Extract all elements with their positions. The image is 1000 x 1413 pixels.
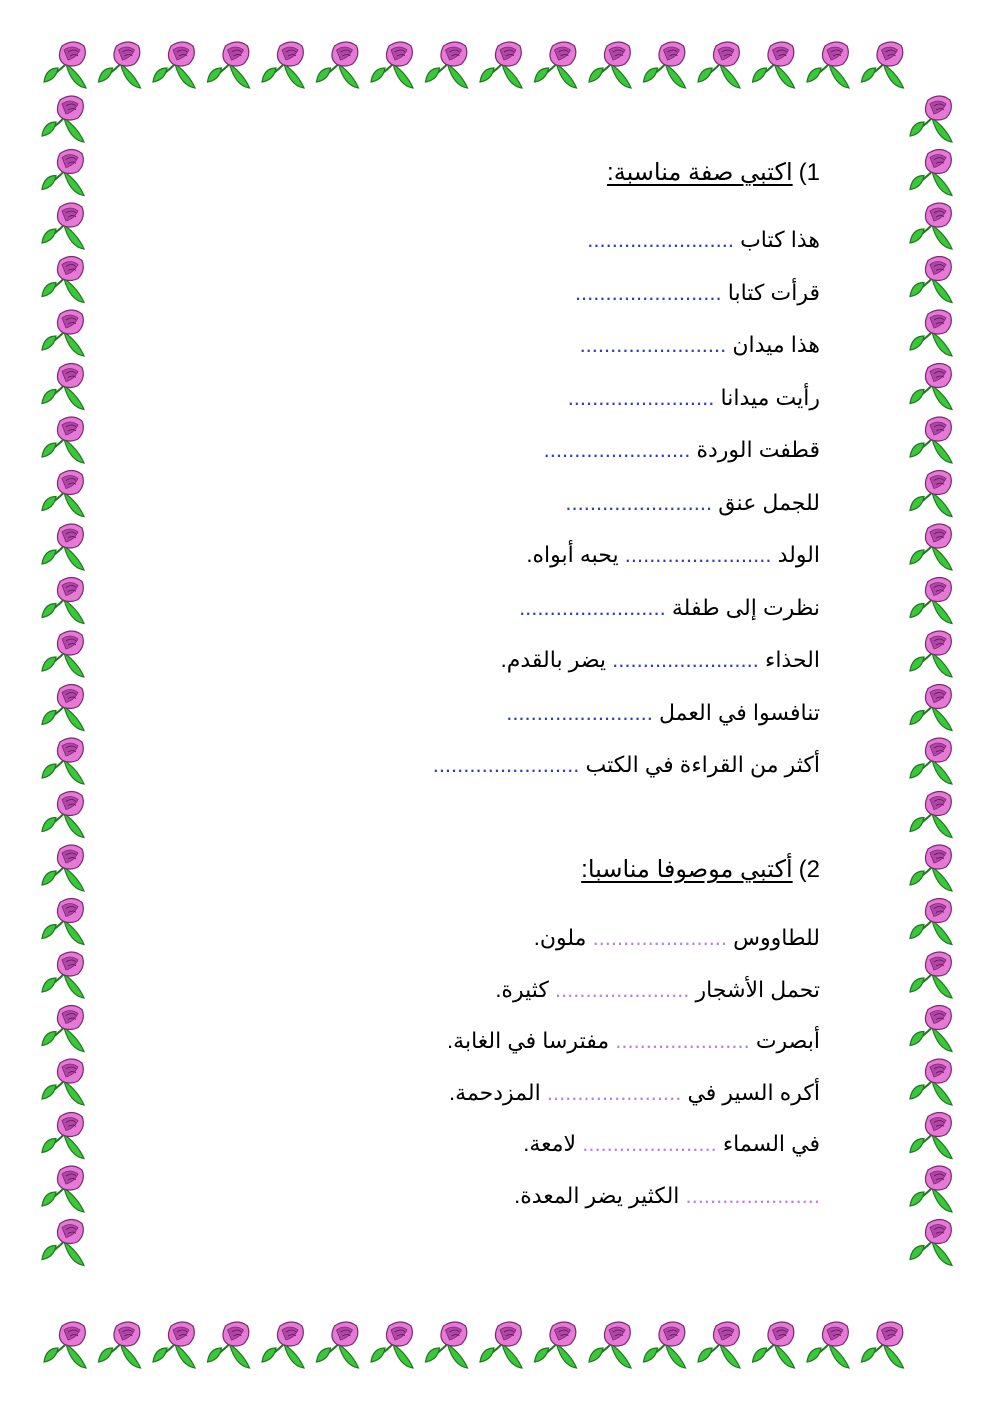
rose-flower-icon — [42, 203, 84, 249]
rose-flower-icon — [910, 578, 952, 624]
rose-flower-icon — [910, 310, 952, 356]
section1-line-5 — [544, 435, 820, 465]
rose-flower-icon — [42, 1006, 84, 1052]
section1-line-3 — [580, 330, 820, 360]
prompt-text: للطاووس — [727, 925, 820, 950]
section2-line-2 — [495, 975, 820, 1005]
answer-blank[interactable]: ........................ — [574, 279, 722, 305]
rose-flower-icon — [42, 524, 84, 570]
rose-flower-icon — [42, 471, 84, 517]
rose-flower-icon — [910, 899, 952, 945]
prompt-text-after: المزدحمة. — [449, 1079, 547, 1105]
section2-line-6 — [514, 1181, 820, 1211]
rose-flower-icon — [910, 417, 952, 463]
rose-flower-icon — [42, 417, 84, 463]
prompt-text: في السماء — [716, 1131, 820, 1156]
rose-flower-icon — [910, 1166, 952, 1212]
rose-flower-icon — [910, 952, 952, 998]
rose-flower-icon — [910, 631, 952, 677]
rose-flower-icon — [910, 150, 952, 196]
answer-blank[interactable]: ...................... — [615, 1028, 750, 1053]
answer-blank[interactable]: ...................... — [546, 1079, 682, 1105]
rose-flower-icon — [910, 524, 952, 570]
rose-flower-icon — [910, 1113, 952, 1159]
section2-number: 2) — [798, 856, 820, 883]
prompt-text: أبصرت — [749, 1028, 820, 1053]
prompt-text: قرأت كتابا — [721, 279, 820, 305]
rose-flower-icon — [42, 1059, 84, 1105]
answer-blank[interactable]: ........................ — [624, 542, 772, 567]
prompt-text: أكره السير في — [681, 1079, 820, 1105]
rose-flower-icon — [910, 257, 952, 303]
prompt-text: نظرت إلى طفلة — [665, 594, 820, 620]
rose-flower-icon — [910, 792, 952, 838]
rose-flower-icon — [910, 845, 952, 891]
answer-blank[interactable]: ........................ — [543, 437, 691, 462]
section2-line-5 — [523, 1129, 820, 1159]
rose-flower-icon — [42, 578, 84, 624]
prompt-text-after: يحبه أبواه. — [526, 542, 625, 567]
answer-blank[interactable]: ........................ — [565, 489, 713, 515]
prompt-text: للجمل عنق — [712, 489, 820, 515]
prompt-text: هذا كتاب — [733, 227, 820, 252]
worksheet — [120, 0, 820, 1413]
answer-blank[interactable]: ........................ — [432, 752, 580, 777]
rose-flower-icon — [42, 310, 84, 356]
rose-flower-icon — [42, 792, 84, 838]
section2-line-3 — [447, 1026, 820, 1056]
rose-flower-icon — [44, 1322, 86, 1368]
prompt-text: تنافسوا في العمل — [652, 699, 820, 725]
answer-blank[interactable]: ...................... — [554, 976, 690, 1002]
prompt-text-after: ملون. — [533, 925, 593, 950]
prompt-text: أكثر من القراءة في الكتب — [579, 752, 820, 777]
section2-line-1 — [534, 923, 820, 953]
answer-blank[interactable]: ...................... — [592, 925, 728, 950]
prompt-text-after: مفترسا في الغابة. — [447, 1028, 616, 1053]
prompt-text: الولد — [771, 542, 820, 567]
answer-blank[interactable]: ........................ — [519, 594, 666, 620]
section1-line-7 — [526, 540, 820, 570]
prompt-text: تحمل الأشجار — [689, 976, 820, 1002]
rose-flower-icon — [910, 471, 952, 517]
rose-flower-icon — [910, 364, 952, 410]
prompt-text-after: لامعة. — [523, 1131, 583, 1156]
rose-flower-icon — [862, 1322, 904, 1368]
section1-title: اكتبي صفة مناسبة: — [607, 159, 793, 186]
rose-flower-icon — [42, 364, 84, 410]
rose-flower-icon — [910, 96, 952, 142]
prompt-text-after: كثيرة. — [495, 976, 555, 1002]
section1-number: 1) — [798, 159, 820, 186]
section1-line-8 — [519, 593, 820, 623]
answer-blank[interactable]: ........................ — [612, 647, 759, 672]
section1-line-6 — [565, 488, 820, 518]
rose-flower-icon — [44, 42, 86, 88]
section1-heading — [607, 158, 820, 188]
section2-heading — [581, 855, 820, 885]
answer-blank[interactable]: ........................ — [506, 699, 653, 725]
answer-blank[interactable]: ...................... — [582, 1131, 717, 1156]
section1-line-11 — [433, 750, 820, 780]
rose-flower-icon — [42, 685, 84, 731]
rose-flower-icon — [42, 1220, 84, 1266]
rose-flower-icon — [42, 257, 84, 303]
rose-flower-icon — [910, 1220, 952, 1266]
rose-flower-icon — [42, 150, 84, 196]
rose-flower-icon — [910, 738, 952, 784]
section1-line-4 — [568, 383, 820, 413]
section1-line-1 — [587, 225, 820, 255]
rose-flower-icon — [42, 738, 84, 784]
section1-line-10 — [506, 698, 820, 728]
answer-blank[interactable]: ........................ — [587, 227, 734, 252]
answer-blank[interactable]: ........................ — [579, 332, 727, 357]
prompt-text-after: يضر بالقدم. — [500, 647, 613, 672]
prompt-text: قطفت الوردة — [690, 437, 820, 462]
rose-flower-icon — [42, 1166, 84, 1212]
answer-blank[interactable]: ........................ — [567, 384, 715, 410]
prompt-text: رأيت ميدانا — [714, 384, 820, 410]
rose-flower-icon — [42, 899, 84, 945]
rose-flower-icon — [42, 1113, 84, 1159]
rose-flower-icon — [862, 42, 904, 88]
section1-line-2 — [575, 278, 820, 308]
prompt-text: الحذاء — [758, 647, 820, 672]
rose-flower-icon — [910, 1059, 952, 1105]
rose-flower-icon — [42, 96, 84, 142]
section1-line-9 — [501, 645, 820, 675]
section2-line-4 — [449, 1078, 820, 1108]
rose-flower-icon — [910, 203, 952, 249]
answer-blank[interactable]: ...................... — [685, 1182, 820, 1208]
rose-flower-icon — [42, 845, 84, 891]
prompt-text-after: الكثير يضر المعدة. — [514, 1182, 686, 1208]
section2-title: أكتبي موصوفا مناسبا: — [581, 856, 793, 883]
rose-flower-icon — [42, 631, 84, 677]
rose-flower-icon — [42, 952, 84, 998]
rose-flower-icon — [910, 685, 952, 731]
prompt-text: هذا ميدان — [726, 332, 820, 357]
rose-flower-icon — [910, 1006, 952, 1052]
